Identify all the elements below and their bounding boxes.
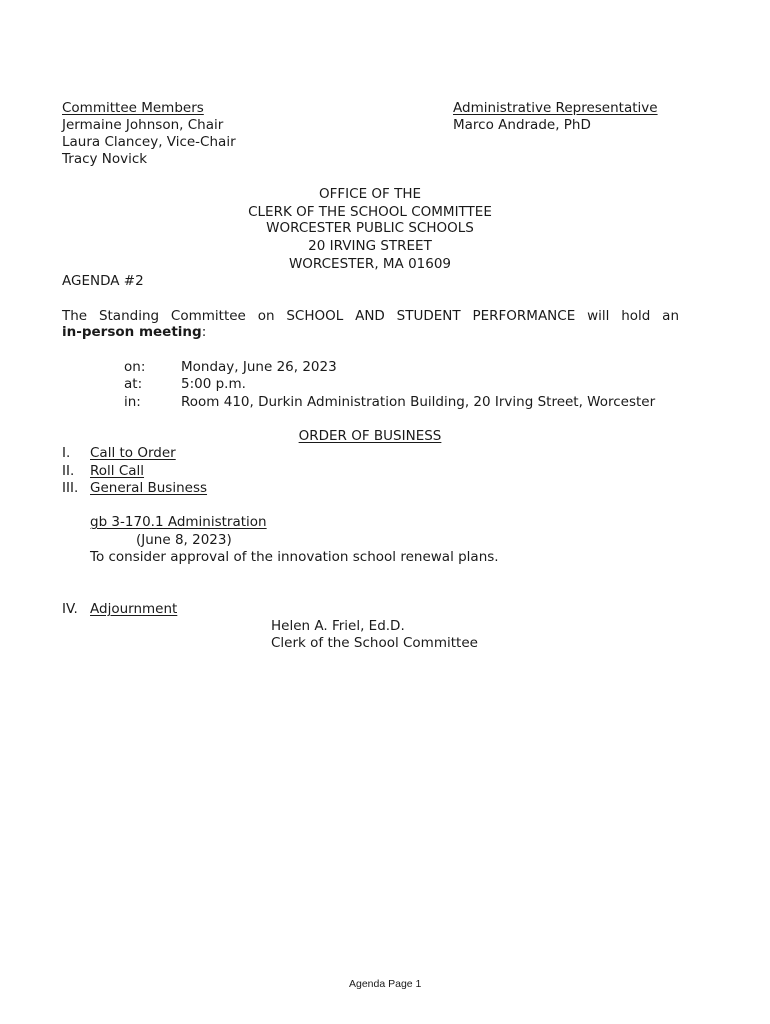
item-number: I. (62, 445, 71, 461)
intro-continuation (62, 324, 206, 341)
item-number: II. (62, 463, 75, 479)
committee-member-chair: Jermaine Johnson, Chair (62, 117, 224, 133)
committee-member-vice-chair: Laura Clancey, Vice-Chair (62, 134, 236, 150)
meeting-in-label: in: (124, 394, 141, 410)
office-line: WORCESTER, MA 01609 (288, 256, 452, 272)
meeting-type: in-person meeting (62, 324, 202, 340)
intro-suffix: : (201, 324, 207, 340)
gb-item-code: gb 3-170.1 Administration (90, 514, 267, 530)
meeting-time: 5:00 p.m. (181, 376, 246, 392)
item-number: IV. (62, 601, 78, 617)
item-adjournment: Adjournment (90, 601, 178, 617)
signature-name: Helen A. Friel, Ed.D. (271, 618, 405, 634)
page-footer: Agenda Page 1 (349, 978, 422, 990)
agenda-number: AGENDA #2 (62, 273, 144, 289)
meeting-on-label: on: (124, 359, 146, 375)
admin-rep-heading: Administrative Representative (453, 100, 658, 116)
office-line: WORCESTER PUBLIC SCHOOLS (266, 220, 474, 236)
gb-item-description: To consider approval of the innovation school renewal plans. (90, 549, 499, 565)
meeting-at-label: at: (124, 376, 143, 392)
office-line: CLERK OF THE SCHOOL COMMITTEE (248, 204, 492, 220)
item-number: III. (62, 480, 79, 496)
committee-member: Tracy Novick (62, 151, 148, 167)
intro-line: The Standing Committee on SCHOOL AND STUDENT PERFORMANCE will hold an (62, 308, 679, 324)
order-of-business-heading: ORDER OF BUSINESS (298, 428, 442, 444)
signature-title: Clerk of the School Committee (271, 635, 478, 651)
item-general-business: General Business (90, 480, 208, 496)
gb-item-date: (June 8, 2023) (136, 532, 232, 548)
item-call-to-order: Call to Order (90, 445, 176, 461)
admin-rep-name: Marco Andrade, PhD (453, 117, 591, 133)
committee-members-heading: Committee Members (62, 100, 204, 116)
meeting-date: Monday, June 26, 2023 (181, 359, 337, 375)
meeting-location: Room 410, Durkin Administration Building, 20 Irving Street, Worcester (181, 394, 656, 410)
office-line: OFFICE OF THE (319, 186, 421, 202)
office-line: 20 IRVING STREET (308, 238, 432, 254)
item-roll-call: Roll Call (90, 463, 145, 479)
